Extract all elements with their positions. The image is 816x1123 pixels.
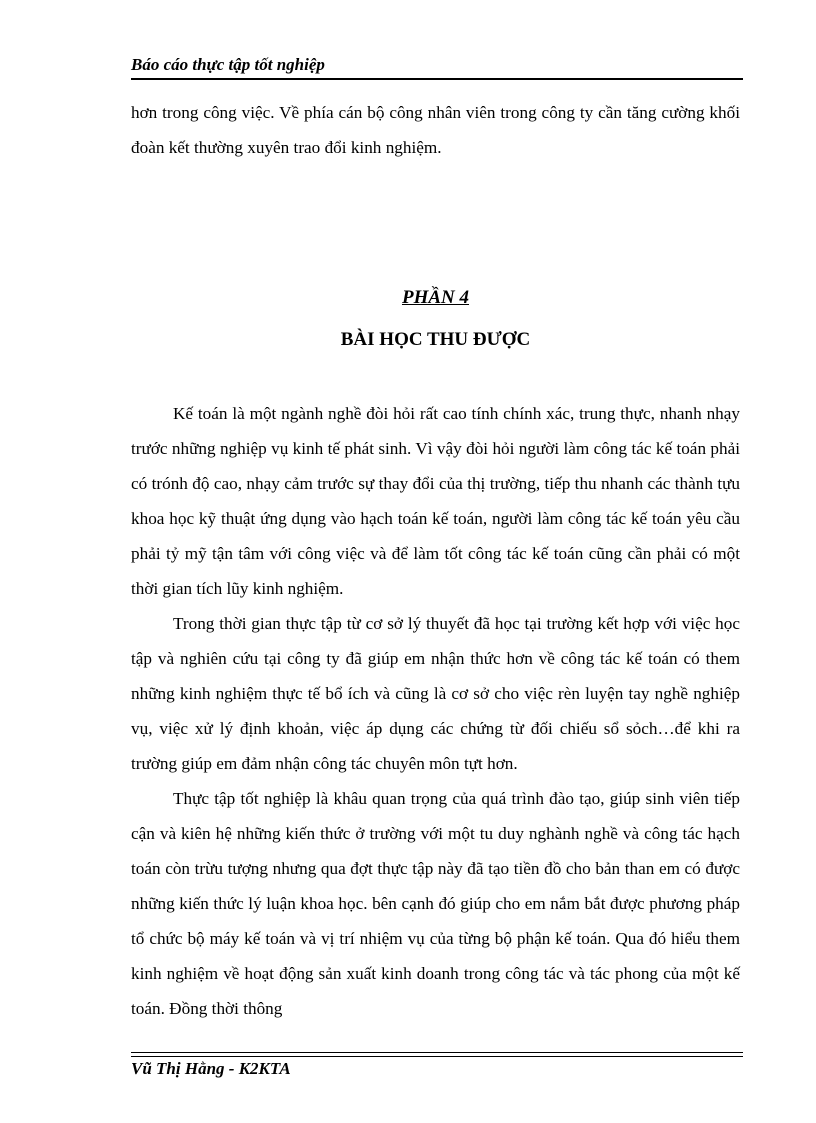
- section-title: BÀI HỌC THU ĐƯỢC: [340, 329, 531, 350]
- intro-block: [131, 95, 740, 165]
- intro-paragraph: hơn trong công việc. Về phía cán bộ công nhân viên trong công ty cần tăng cường khối đoàn kết thường xuyên trao đổi kinh nghiệm.: [131, 103, 740, 157]
- body-paragraph: Thực tập tốt nghiệp là khâu quan trọng của quá trình đào tạo, giúp sinh viên tiếp cận và kiên hệ những kiến thức ở trường với một tu duy nghành nghề và công tác hạch toán còn trừu tượng nhưng qua đợt thực tập này đã tạo tiền đồ cho bản than em có được những kiến thức lý luận khoa học. bên cạnh đó giúp cho em nắm bắt được phương pháp tổ chức bộ máy kế toán và vị trí nhiệm vụ của từng bộ phận kế toán. Qua đó hiểu them kinh nghiệm về hoạt động sản xuất kinh doanh trong công tác và tác phong của một kế toán. Đồng thời thông: [131, 789, 740, 1018]
- section-number: PHẦN 4: [401, 287, 470, 308]
- header-divider: [131, 78, 743, 80]
- footer-divider: [131, 1052, 743, 1057]
- body-paragraph: Trong thời gian thực tập từ cơ sở lý thuyết đã học tại trường kết hợp với việc học tập và nghiên cứu tại công ty đã giúp em nhận thức hơn về công tác kế toán có them những kinh nghiệm thực tế bổ ích và cũng là cơ sở cho việc rèn luyện tay nghề nghiệp vụ, việc xử lý định khoản, việc áp dụng các chứng từ đối chiếu sổ sỏch…để khi ra trường giúp em đảm nhận công tác chuyên môn tựt hơn.: [131, 614, 740, 773]
- body-text: [131, 396, 740, 1026]
- page-footer-author: Vũ Thị Hằng - K2KTA: [131, 1059, 291, 1078]
- body-paragraph: Kế toán là một ngành nghề đòi hỏi rất cao tính chính xác, trung thực, nhanh nhạy trước những nghiệp vụ kinh tế phát sinh. Vì vậy đòi hỏi người làm công tác kế toán phải có trónh độ cao, nhạy cảm trước sự thay đổi của thị trường, tiếp thu nhanh các thành tựu khoa học kỹ thuật ứng dụng vào hạch toán kế toán, người làm công tác kế toán yêu cầu phải tỷ mỹ tận tâm với công việc và để làm tốt công tác kế toán cũng cần phải có một thời gian tích lũy kinh nghiệm.: [131, 404, 740, 598]
- page-header-title: Báo cáo thực tập tốt nghiệp: [131, 55, 325, 74]
